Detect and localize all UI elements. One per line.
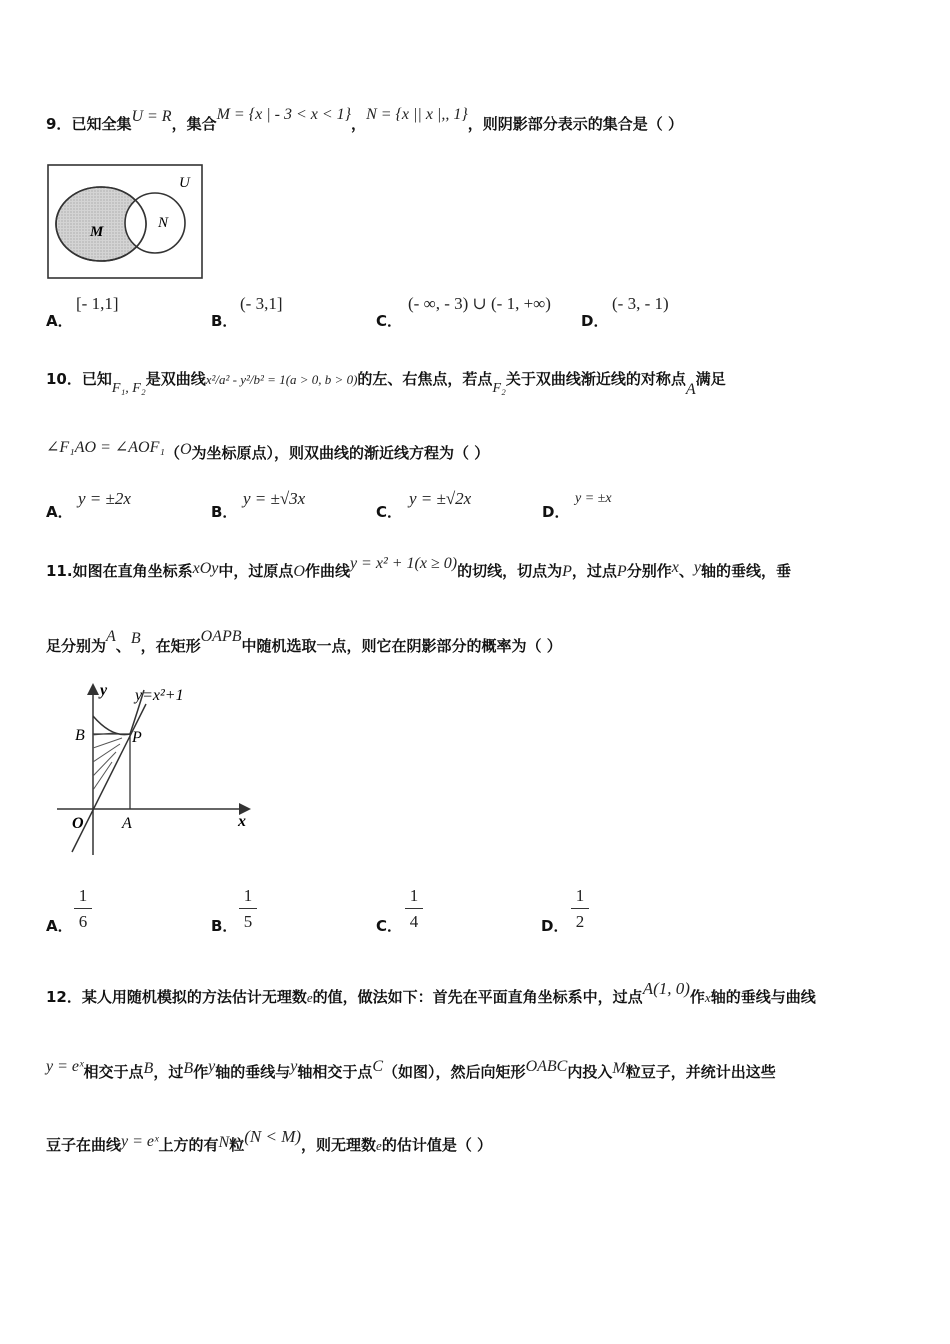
- q10-option-c-letter: C．: [376, 503, 403, 521]
- q9-option-a-letter: A．: [46, 312, 73, 330]
- q9-option-c-value: (- ∞, - 3) ∪ (- 1, +∞): [408, 294, 551, 313]
- q9-option-d-value: (- 3, - 1): [612, 294, 669, 313]
- q9-number: 9．: [46, 115, 72, 133]
- q10-option-d-value: y = ±x: [575, 491, 612, 506]
- q12-curve: y = eˣ: [46, 1058, 84, 1075]
- q12-stem-line1: 12．某人用随机模拟的方法估计无理数e的值，做法如下：首先在平面直角坐标系中，过点A(1, 0)作x轴的垂线与曲线: [46, 979, 816, 1006]
- q11-option-b-letter: B．: [211, 917, 238, 935]
- q11-option-d-value: $\frac{1}{2}$: [571, 886, 589, 932]
- q12-condition: (N < M): [244, 1127, 302, 1146]
- origin-label: O: [72, 815, 84, 832]
- q11-option-c-value: $\frac{1}{4}$: [405, 886, 423, 932]
- q12-point-a: A(1, 0): [642, 979, 690, 998]
- q11-option-a-letter: A．: [46, 917, 73, 935]
- x-axis-label: x: [238, 813, 246, 830]
- q10-stem-line1: 10．已知F₁, F₂是双曲线x²/a² - y²/b² = 1(a > 0, b > 0)的左、右焦点，若点F₂关于双曲线渐近线的对称点A满足: [46, 370, 726, 398]
- q9-set-m: M = {x | - 3 < x < 1}: [216, 106, 352, 123]
- set-m-label: M: [90, 224, 104, 240]
- q11-option-a-value: $\frac{1}{6}$: [74, 886, 92, 932]
- q11-stem-line1: 11.如图在直角坐标系xOy中，过原点O作曲线y = x² + 1(x ≥ 0)的切线，切点为P，过点P分别作x、y轴的垂线，垂: [46, 555, 791, 580]
- q10-point-a: A: [685, 381, 696, 398]
- q10-foci: F₁, F₂: [111, 381, 146, 396]
- point-p-label: P: [132, 729, 142, 746]
- q11-option-d-letter: D．: [541, 917, 569, 935]
- q10-option-b-value: y = ±√3x: [243, 489, 306, 508]
- q12-rect: OABC: [525, 1058, 568, 1075]
- q12-number: 12．: [46, 988, 82, 1006]
- universe-label: U: [179, 175, 190, 191]
- shaded-region: [93, 732, 124, 790]
- q10-option-c-value: y = ±√2x: [409, 489, 472, 508]
- q9-option-b-letter: B．: [211, 312, 238, 330]
- q10-option-a-value: y = ±2x: [78, 489, 131, 508]
- q11-option-b-value: $\frac{1}{5}$: [239, 886, 257, 932]
- q10-option-b-letter: B．: [211, 503, 238, 521]
- q9-option-c-letter: C．: [376, 312, 403, 330]
- q9-set-n: N = {x || x |,, 1}: [366, 106, 468, 123]
- q9-option-b-value: (- 3,1]: [240, 294, 283, 313]
- point-a-label: A: [122, 815, 132, 832]
- q12-stem-line3: 豆子在曲线y = eˣ上方的有N粒(N < M)，则无理数e的估计值是（ ）: [46, 1127, 493, 1154]
- q11-option-c-letter: C．: [376, 917, 403, 935]
- q11-number: 11.: [46, 562, 73, 580]
- q9-stem: 9．已知全集U = R，集合M = {x | - 3 < x < 1}，N = {x || x |,, 1}，则阴影部分表示的集合是（ ）: [46, 106, 683, 133]
- q12-stem-line2: y = eˣ相交于点B，过B作y轴的垂线与y轴相交于点C（如图），然后向矩形OABC内投入M粒豆子，并统计出这些: [46, 1058, 776, 1081]
- q10-hyperbola-eq: x²/a² - y²/b² = 1(a > 0, b > 0): [205, 372, 358, 387]
- point-b-label: B: [75, 727, 85, 744]
- q10-f2: F₂: [492, 381, 506, 396]
- q10-option-a-letter: A．: [46, 503, 73, 521]
- q9-option-a-value: [- 1,1]: [76, 294, 119, 313]
- y-axis-label: y: [100, 682, 108, 699]
- q9-venn-diagram: [46, 163, 206, 281]
- q10-number: 10．: [46, 370, 82, 388]
- q9-universe: U = R: [131, 108, 172, 125]
- q9-option-d-letter: D．: [581, 312, 609, 330]
- curve-label: y=x²+1: [135, 687, 184, 704]
- q11-stem-line2: 足分别为A、B，在矩形OAPB中随机选取一点，则它在阴影部分的概率为（ ）: [46, 628, 562, 655]
- q11-graph: [52, 680, 262, 860]
- q10-angle-condition: ∠F₁AO = ∠AOF₁: [46, 439, 165, 456]
- q10-option-d-letter: D．: [542, 503, 570, 521]
- set-n-label: N: [158, 215, 169, 231]
- q10-stem-line2: ∠F₁AO = ∠AOF₁（O为坐标原点），则双曲线的渐近线方程为（ ）: [46, 439, 490, 462]
- q11-curve: y = x² + 1(x ≥ 0): [349, 555, 458, 572]
